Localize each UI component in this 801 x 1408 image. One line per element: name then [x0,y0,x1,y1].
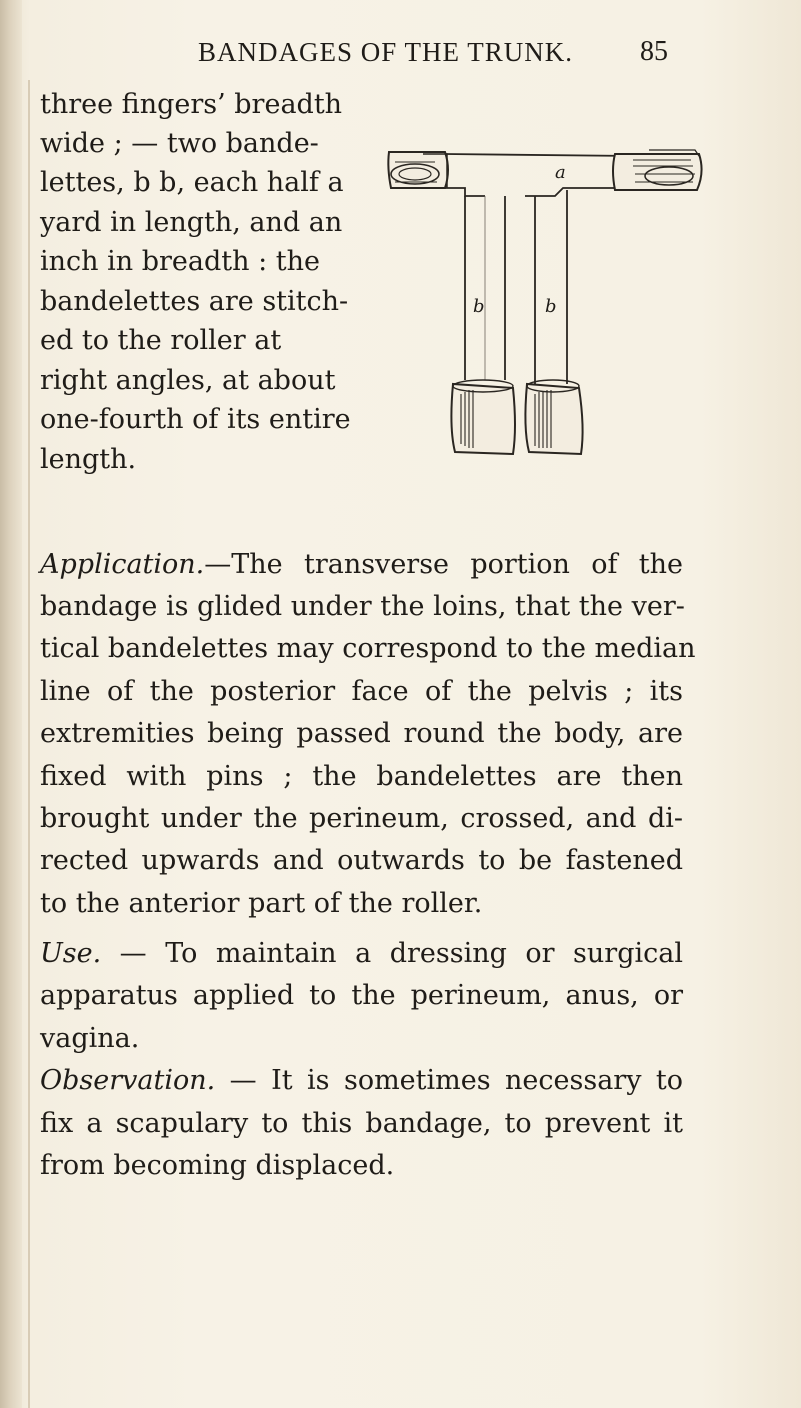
text-line: to the anterior part of the roller. [40,888,483,919]
observation-heading: Observation. [40,1065,216,1096]
application-heading: Application. [40,549,205,580]
text-line: ed to the roller at [40,325,282,356]
left-roll [388,152,448,188]
text-run: —The transverse portion of the [204,549,683,580]
text-line: extremities being passed round the body, are [40,718,683,749]
figure-label-b-right: b [545,296,557,317]
text-line [40,1062,683,1100]
text-line: fix a scapulary to this bandage, to prevent it [40,1108,683,1139]
text-line: line of the posterior face of the pelvis ; its [40,676,683,707]
text-line: length. [40,444,137,475]
right-bandelette [525,190,582,454]
text-line: right angles, at about [40,365,336,396]
text-line: from becoming displaced. [40,1150,395,1181]
text-line: vagina. [40,1023,140,1054]
gutter-shadow [28,80,30,1408]
text-run: — It is sometimes necessary to [215,1065,683,1096]
text-line [40,935,683,973]
text-line: yard in length, and an [40,207,343,238]
t-bandage-figure [385,148,707,473]
text-line: bandelettes are stitch- [40,286,349,317]
figure-label-a: a [555,162,566,183]
running-title: BANDAGES OF THE TRUNK. [198,37,574,67]
text-line: tical bandelettes may correspond to the median [40,633,696,664]
left-bandelette [451,196,515,454]
running-head [0,32,801,72]
figure-label-b-left: b [473,296,485,317]
text-line: inch in breadth : the [40,246,320,277]
use-heading: Use. [40,938,102,969]
text-line: brought under the perineum, crossed, and di- [40,803,683,834]
text-line [40,546,683,584]
text-line: one-fourth of its entire [40,404,351,435]
text-line: wide ; — two bande- [40,128,319,159]
page-number: 85 [640,36,668,67]
right-roll [613,150,702,190]
text-line: three fingers’ breadth [40,89,343,120]
text-line: lettes, b b, each half a [40,167,344,198]
text-line: bandage is glided under the loins, that the ver- [40,591,685,622]
text-line: rected upwards and outwards to be fastened [40,845,683,876]
text-run: — To maintain a dressing or surgical [101,938,683,969]
text-line: fixed with pins ; the bandelettes are then [40,761,683,792]
text-line: apparatus applied to the perineum, anus, or [40,980,683,1011]
page-gutter [0,0,22,1408]
